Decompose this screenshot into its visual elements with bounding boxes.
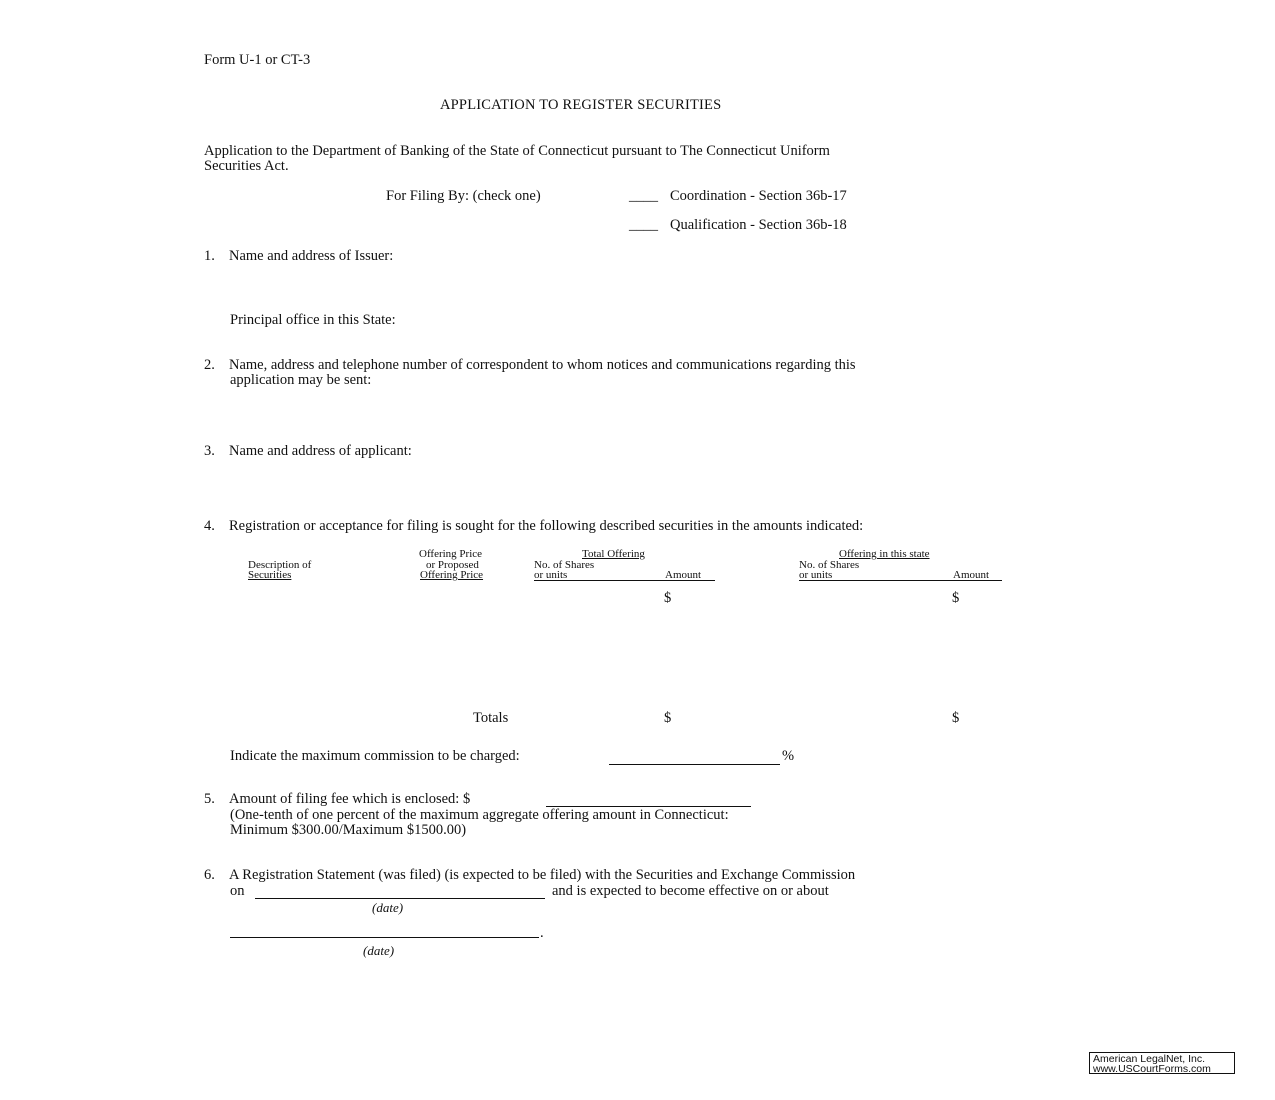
item-6-on: on xyxy=(230,883,245,899)
item-6-line-1: A Registration Statement (was filed) (is expected to be filed) with the Securities and Exchange Commission xyxy=(229,867,856,883)
filing-fee-note-2: Minimum $300.00/Maximum $1500.00) xyxy=(230,822,467,838)
filing-fee-note-1: (One-tenth of one percent of the maximum aggregate offering amount in Connecticut: xyxy=(230,807,729,823)
publisher-stamp xyxy=(1089,1052,1235,1074)
qualification-checkbox[interactable]: ____ xyxy=(629,217,658,233)
totals-label: Totals xyxy=(473,710,509,726)
totals-amount-dollar: $ xyxy=(664,710,672,726)
principal-office-label: Principal office in this State: xyxy=(230,312,396,328)
state-amount-header: Amount xyxy=(953,569,990,581)
price-header-line-2: or Proposed xyxy=(426,559,479,571)
total-shares-header-line-1: No. of Shares xyxy=(534,559,595,571)
total-offering-header: Total Offering xyxy=(582,548,645,560)
state-shares-header-line-1: No. of Shares xyxy=(799,559,860,571)
total-shares-header-line-2: or units xyxy=(534,569,568,581)
state-amount-dollar: $ xyxy=(952,590,960,606)
commission-percent: % xyxy=(782,748,795,764)
total-offering-underline xyxy=(534,580,715,581)
coordination-label: Coordination - Section 36b-17 xyxy=(670,188,847,204)
date-label-1: (date) xyxy=(372,900,404,915)
filing-label: For Filing By: (check one) xyxy=(386,188,541,204)
filing-fee-label: Amount of filing fee which is enclosed: $ xyxy=(229,791,471,807)
commission-field[interactable] xyxy=(609,764,780,765)
date-label-2: (date) xyxy=(363,943,395,958)
item-5-number: 5. xyxy=(204,791,215,807)
item-2-line-2: application may be sent: xyxy=(230,372,372,388)
item-2-number: 2. xyxy=(204,357,215,373)
coordination-checkbox[interactable]: ____ xyxy=(629,188,658,204)
price-header-line-3: Offering Price xyxy=(420,569,484,581)
commission-label: Indicate the maximum commission to be charged: xyxy=(230,748,520,764)
page-title: APPLICATION TO REGISTER SECURITIES xyxy=(440,97,722,113)
item-3-number: 3. xyxy=(204,443,215,459)
description-header-line-1: Description of xyxy=(248,559,312,571)
item-6-number: 6. xyxy=(204,867,215,883)
qualification-label: Qualification - Section 36b-18 xyxy=(670,217,847,233)
item-4-label: Registration or acceptance for filing is sought for the following described securities in the amounts indicated: xyxy=(229,518,864,534)
item-4-number: 4. xyxy=(204,518,215,534)
total-amount-header: Amount xyxy=(665,569,702,581)
state-offering-header: Offering in this state xyxy=(839,548,930,560)
sec-filing-date-field[interactable] xyxy=(255,898,545,899)
publisher-url: www.USCourtForms.com xyxy=(1093,1063,1211,1075)
total-amount-dollar: $ xyxy=(664,590,672,606)
intro-line-1: Application to the Department of Banking of the State of Connecticut pursuant to The Connecticut Uniform xyxy=(204,143,830,159)
state-shares-header-line-2: or units xyxy=(799,569,833,581)
item-2-line-1: Name, address and telephone number of correspondent to whom notices and communications regarding this xyxy=(229,357,856,373)
item-6-effective: and is expected to become effective on or about xyxy=(552,883,829,899)
item-1-label: Name and address of Issuer: xyxy=(229,248,394,264)
effective-date-period: . xyxy=(540,925,544,941)
intro-line-2: Securities Act. xyxy=(204,158,289,174)
item-1-number: 1. xyxy=(204,248,215,264)
item-3-label: Name and address of applicant: xyxy=(229,443,412,459)
totals-state-dollar: $ xyxy=(952,710,960,726)
form-id: Form U-1 or CT-3 xyxy=(204,52,311,68)
publisher-name: American LegalNet, Inc. xyxy=(1093,1053,1206,1065)
effective-date-field[interactable] xyxy=(230,937,539,938)
price-header-line-1: Offering Price xyxy=(419,548,483,560)
description-header-line-2: Securities xyxy=(248,569,292,581)
state-offering-underline xyxy=(799,580,1002,581)
